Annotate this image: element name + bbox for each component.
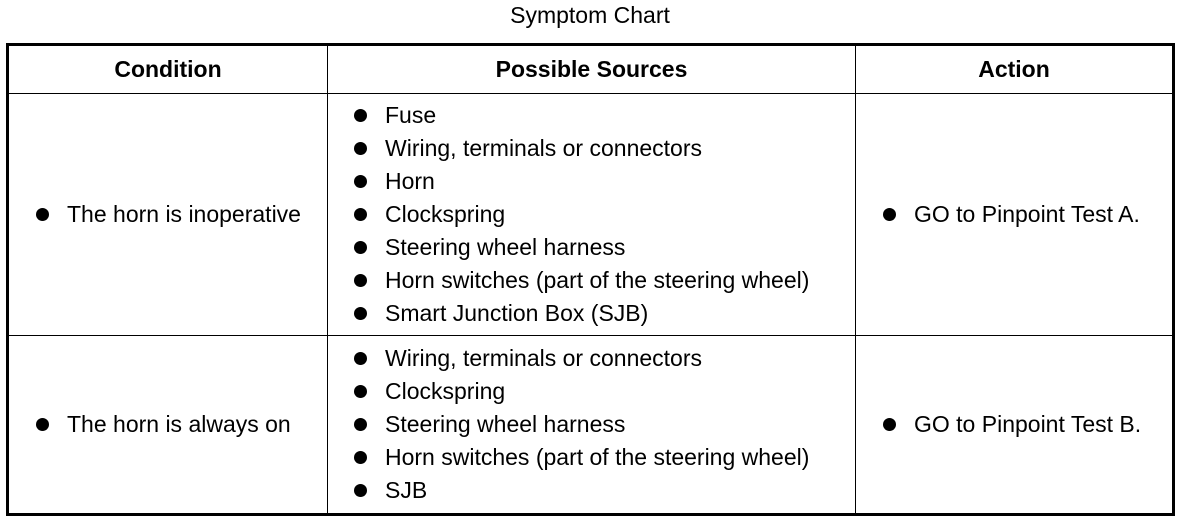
- bullet-icon: [354, 451, 367, 464]
- bullet-icon: [354, 208, 367, 221]
- list-item: [328, 264, 855, 297]
- bullet-icon: [883, 418, 896, 431]
- bullet-icon: [354, 418, 367, 431]
- bullet-icon: [354, 241, 367, 254]
- bullet-icon: [354, 385, 367, 398]
- list-item: [328, 198, 855, 231]
- sources-cell: [328, 94, 856, 336]
- bullet-icon: [354, 274, 367, 287]
- source-text: Smart Junction Box (SJB): [385, 300, 649, 326]
- list-item: [328, 165, 855, 198]
- symptom-table: [6, 43, 1175, 516]
- source-text: Horn switches (part of the steering wheel): [385, 267, 810, 293]
- source-text: Wiring, terminals or connectors: [385, 135, 702, 161]
- bullet-icon: [354, 352, 367, 365]
- condition-cell: [8, 336, 328, 515]
- bullet-icon: [36, 418, 49, 431]
- bullet-icon: [883, 208, 896, 221]
- source-text: Horn: [385, 168, 435, 194]
- source-text: Wiring, terminals or connectors: [385, 345, 702, 371]
- condition-text: The horn is always on: [67, 411, 291, 437]
- bullet-icon: [354, 142, 367, 155]
- source-text: Fuse: [385, 102, 437, 128]
- condition-text: The horn is inoperative: [67, 201, 301, 227]
- header-possible-sources: Possible Sources: [328, 45, 856, 94]
- bullet-icon: [354, 175, 367, 188]
- list-item: [328, 408, 855, 441]
- header-row: [8, 45, 1174, 94]
- header-condition: Condition: [8, 45, 328, 94]
- bullet-icon: [36, 208, 49, 221]
- list-item: [328, 297, 855, 330]
- bullet-icon: [354, 484, 367, 497]
- action-text: GO to Pinpoint Test B.: [914, 411, 1142, 437]
- bullet-icon: [354, 307, 367, 320]
- table-row: [8, 94, 1174, 336]
- list-item: [328, 231, 855, 264]
- source-text: SJB: [385, 477, 428, 503]
- bullet-icon: [354, 109, 367, 122]
- source-text: Clockspring: [385, 378, 506, 404]
- source-text: Steering wheel harness: [385, 234, 626, 260]
- source-text: Steering wheel harness: [385, 411, 626, 437]
- list-item: [328, 132, 855, 165]
- table-row: [8, 336, 1174, 515]
- list-item: [328, 375, 855, 408]
- source-text: Horn switches (part of the steering wheel): [385, 444, 810, 470]
- list-item: [328, 99, 855, 132]
- sources-cell: [328, 336, 856, 515]
- list-item: [328, 441, 855, 474]
- action-cell: [856, 336, 1174, 515]
- list-item: [328, 474, 855, 507]
- condition-cell: [8, 94, 328, 336]
- header-action: Action: [856, 45, 1174, 94]
- action-cell: [856, 94, 1174, 336]
- chart-title: Symptom Chart: [510, 2, 670, 28]
- list-item: [328, 342, 855, 375]
- source-text: Clockspring: [385, 201, 506, 227]
- action-text: GO to Pinpoint Test A.: [914, 201, 1140, 227]
